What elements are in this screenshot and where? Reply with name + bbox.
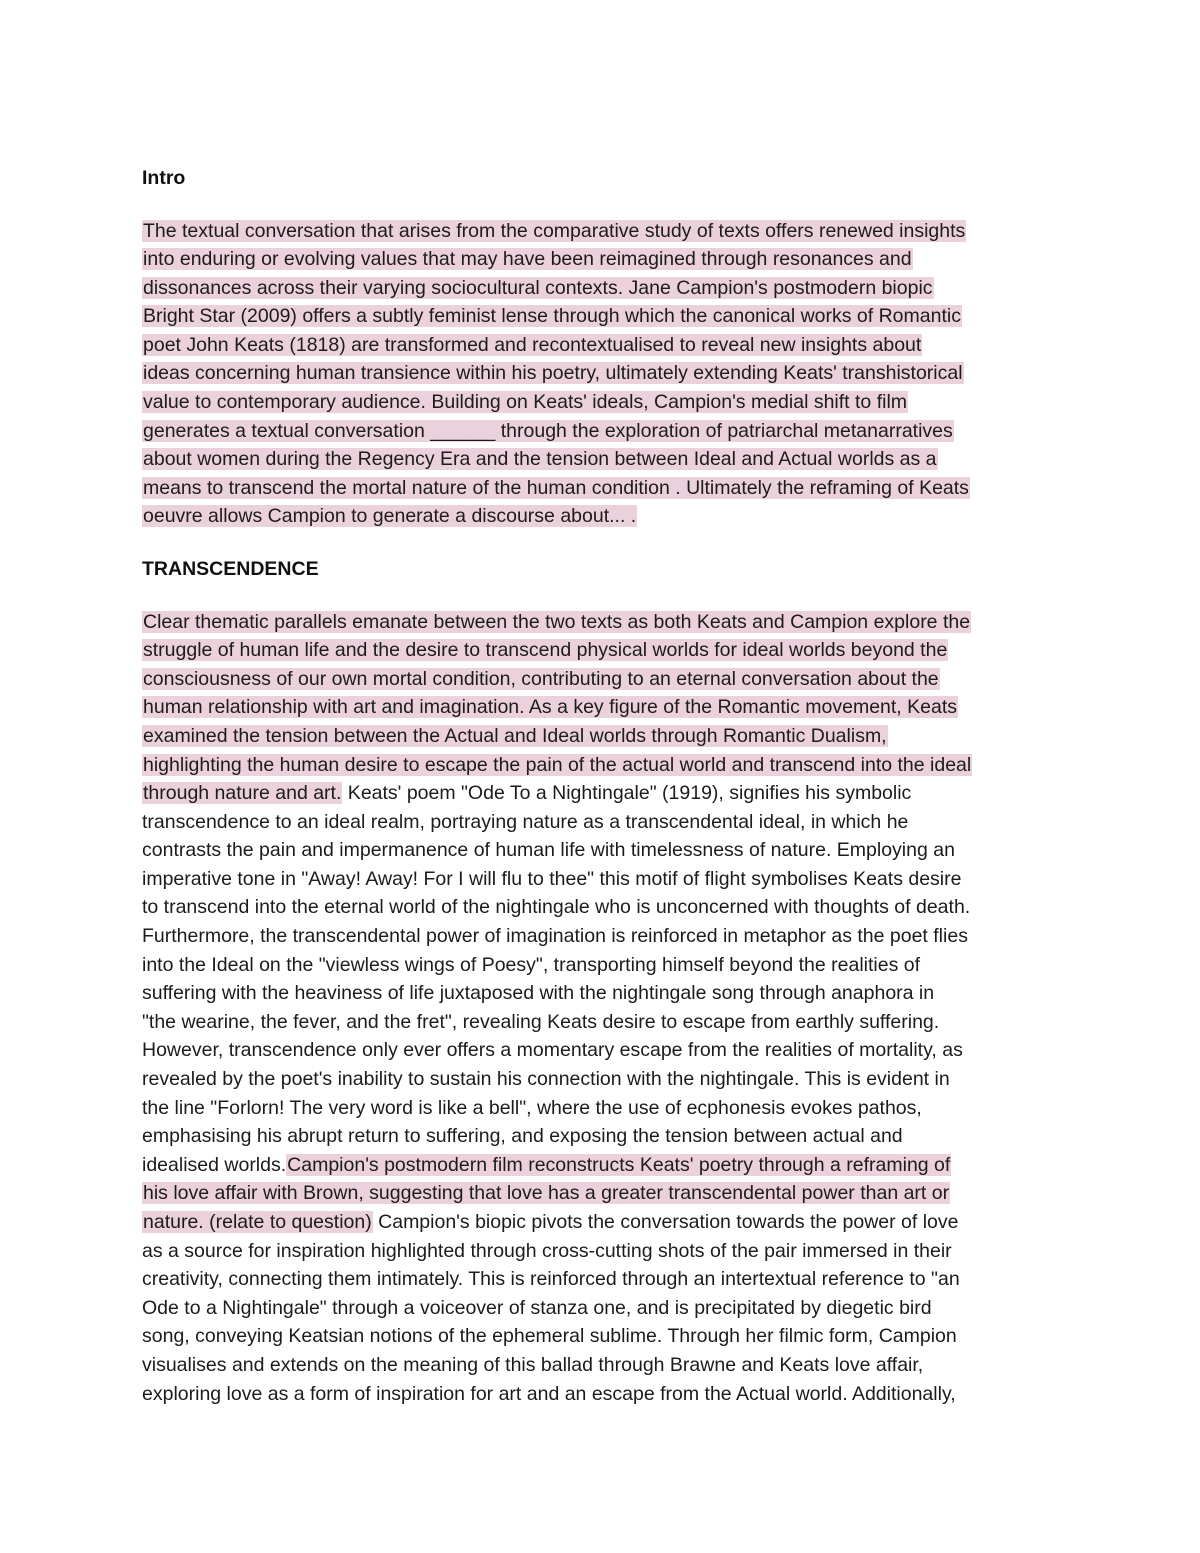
section-heading: Intro <box>142 167 186 189</box>
text-line <box>142 922 1072 951</box>
highlighted-text: ideas concerning human transience within his poetry, ultimately extending Keats' transhistorical <box>143 362 963 385</box>
body-text: Campion's biopic pivots the conversation towards the power of love <box>372 1211 959 1233</box>
body-text: imperative tone in "Away! Away! For I will flu to thee" this motif of flight symbolises Keats desire <box>142 867 962 890</box>
text-line <box>142 502 1072 531</box>
text-line <box>142 1008 1072 1037</box>
text-line <box>142 951 1072 980</box>
body-text: However, transcendence only ever offers a momentary escape from the realities of mortality, as <box>142 1039 963 1062</box>
body-text: "the wearine, the fever, and the fret", revealing Keats desire to escape from earthly suffering. <box>142 1010 940 1033</box>
highlighted-text: generates a textual conversation ______ through the exploration of patriarchal metanarratives <box>143 419 953 442</box>
text-line <box>142 1094 1072 1123</box>
body-text: to transcend into the eternal world of the nightingale who is unconcerned with thoughts of death. <box>142 896 971 919</box>
highlighted-text: means to transcend the mortal nature of the human condition . Ultimately the reframing of Keats <box>143 476 969 499</box>
text-line <box>142 608 1072 637</box>
text-line <box>142 1179 1072 1208</box>
body-text: Keats' poem "Ode To a Nightingale" (1919), signifies his symbolic <box>342 782 912 805</box>
text-line <box>142 274 1072 303</box>
highlighted-text: highlighting the human desire to escape the pain of the actual world and transcend into the ideal <box>143 753 972 776</box>
text-line <box>142 665 1072 694</box>
text-line <box>142 1036 1072 1065</box>
highlighted-text: nature. (relate to question) <box>143 1211 372 1233</box>
highlighted-text: into enduring or evolving values that may have been reimagined through resonances and <box>143 248 912 271</box>
body-text: transcendence to an ideal realm, portraying nature as a transcendental ideal, in which he <box>142 810 909 833</box>
text-line <box>142 245 1072 274</box>
text-line <box>142 893 1072 922</box>
body-text: song, conveying Keatsian notions of the ephemeral sublime. Through her filmic form, Campion <box>142 1325 957 1348</box>
body-text: into the Ideal on the "viewless wings of Poesy", transporting himself beyond the realities of <box>142 953 921 976</box>
text-line <box>142 474 1072 503</box>
text-line <box>142 865 1072 894</box>
body-text: Furthermore, the transcendental power of imagination is reinforced in metaphor as the poet flies <box>142 925 968 948</box>
text-line <box>142 417 1072 446</box>
text-line <box>142 1351 1072 1380</box>
highlighted-text: his love affair with Brown, suggesting that love has a greater transcendental power than art or <box>143 1182 950 1205</box>
body-text: the line "Forlorn! The very word is like a bell", where the use of ecphonesis evokes pathos, <box>142 1096 922 1119</box>
text-line <box>142 331 1072 360</box>
text-line <box>142 836 1072 865</box>
highlighted-text: consciousness of our own mortal condition, contributing to an eternal conversation about the <box>143 667 939 690</box>
body-text: creativity, connecting them intimately. This is reinforced through an intertextual reference to "an <box>142 1268 960 1291</box>
body-text: revealed by the poet's inability to sustain his connection with the nightingale. This is evident in <box>142 1068 950 1091</box>
text-line <box>142 1322 1072 1351</box>
text-line <box>142 1208 1072 1237</box>
text-line <box>142 217 1072 246</box>
highlighted-text: Campion's postmodern film reconstructs Keats' poetry through a reframing of <box>287 1153 951 1176</box>
text-line <box>142 693 1072 722</box>
highlighted-text: through nature and art. <box>143 782 342 805</box>
body-text: as a source for inspiration highlighted through cross-cutting shots of the pair immersed in their <box>142 1239 952 1262</box>
text-line <box>142 1380 1072 1409</box>
body-text: visualises and extends on the meaning of this ballad through Brawne and Keats love affair, <box>142 1353 924 1376</box>
text-line <box>142 636 1072 665</box>
text-line <box>142 1151 1072 1180</box>
text-line <box>142 808 1072 837</box>
body-text: exploring love as a form of inspiration for art and an escape from the Actual world. Additionally, <box>142 1382 956 1405</box>
section-paragraph <box>142 217 1072 532</box>
highlighted-text: Clear thematic parallels emanate between the two texts as both Keats and Campion explore the <box>143 610 971 633</box>
body-text: idealised worlds. <box>142 1153 287 1176</box>
highlighted-text: dissonances across their varying sociocultural contexts. Jane Campion's postmodern biopic <box>143 276 933 299</box>
highlighted-text: poet John Keats (1818) are transformed and recontextualised to reveal new insights about <box>143 333 922 356</box>
highlighted-text: The textual conversation that arises from the comparative study of texts offers renewed insights <box>143 219 966 242</box>
body-text: contrasts the pain and impermanence of human life with timelessness of nature. Employing an <box>142 839 955 862</box>
highlighted-text: human relationship with art and imagination. As a key figure of the Romantic movement, Keats <box>143 696 958 719</box>
text-line <box>142 302 1072 331</box>
highlighted-text: value to contemporary audience. Building on Keats' ideals, Campion's medial shift to film <box>143 391 908 414</box>
section-paragraph <box>142 608 1072 1409</box>
body-text: emphasising his abrupt return to suffering, and exposing the tension between actual and <box>142 1125 903 1148</box>
highlighted-text: struggle of human life and the desire to transcend physical worlds for ideal worlds beyond the <box>143 639 948 662</box>
text-line <box>142 359 1072 388</box>
text-line <box>142 1122 1072 1151</box>
highlighted-text: examined the tension between the Actual and Ideal worlds through Romantic Dualism, <box>143 724 887 747</box>
document-page <box>142 164 1072 1408</box>
highlighted-text: oeuvre allows Campion to generate a discourse about... . <box>143 505 637 528</box>
text-line <box>142 388 1072 417</box>
highlighted-text: Bright Star (2009) offers a subtly feminist lense through which the canonical works of Romantic <box>143 305 961 328</box>
text-line <box>142 1065 1072 1094</box>
text-line <box>142 751 1072 780</box>
text-line <box>142 722 1072 751</box>
body-text: Ode to a Nightingale" through a voiceover of stanza one, and is precipitated by diegetic bird <box>142 1296 932 1319</box>
text-line <box>142 1294 1072 1323</box>
text-line <box>142 979 1072 1008</box>
text-line <box>142 779 1072 808</box>
text-line <box>142 1265 1072 1294</box>
highlighted-text: about women during the Regency Era and the tension between Ideal and Actual worlds as a <box>143 448 937 471</box>
body-text: suffering with the heaviness of life juxtaposed with the nightingale song through anaphora in <box>142 982 935 1005</box>
text-line <box>142 445 1072 474</box>
section-heading: TRANSCENDENCE <box>142 558 319 581</box>
text-line <box>142 1237 1072 1266</box>
